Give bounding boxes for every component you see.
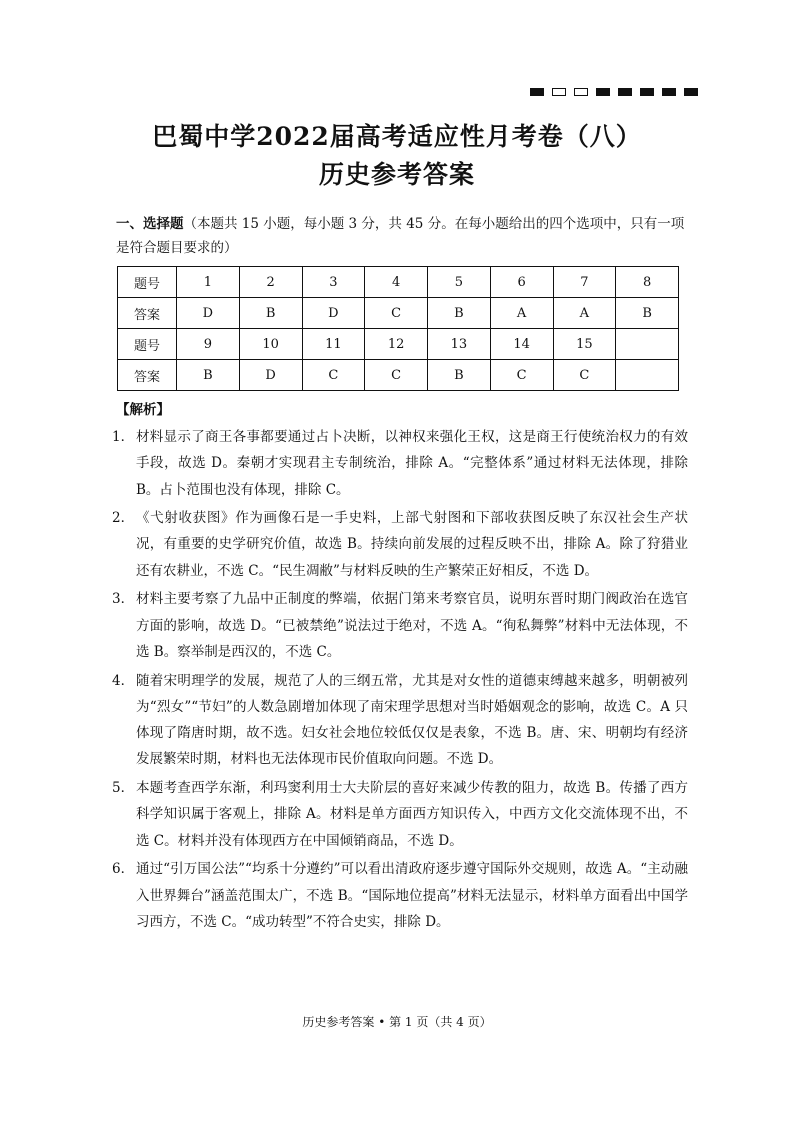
table-cell: 2	[239, 267, 302, 298]
decoration-square	[596, 88, 610, 96]
table-cell: 11	[302, 329, 365, 360]
item-number: 4．	[112, 672, 135, 689]
page-title: 巴蜀中学2022届高考适应性月考卷（八）	[152, 122, 642, 151]
table-cell: B	[428, 360, 491, 391]
list-item	[112, 505, 688, 584]
table-cell: 4	[365, 267, 428, 298]
item-number: 6．	[112, 861, 135, 878]
row-header-cell: 答案	[118, 298, 177, 329]
section-intro	[116, 212, 686, 260]
section-heading: 一、选择题	[116, 216, 184, 232]
item-text: 《弋射收获图》作为画像石是一手史料，上部弋射图和下部收获图反映了东汉社会生产状况，有重要的史学研究价值，故选 B。持续向前发展的过程反映不出，排除 A。除了狩猎业还有农耕业，不选 C。“民生凋敝”与材料反映的生产繁荣正好相反，不选 D。	[136, 510, 688, 579]
table-cell: C	[553, 360, 616, 391]
table-cell: C	[490, 360, 553, 391]
table-cell: 5	[428, 267, 491, 298]
table-cell: 8	[616, 267, 679, 298]
table-cell: 7	[553, 267, 616, 298]
decoration-square	[618, 88, 632, 96]
table-cell: 12	[365, 329, 428, 360]
table-cell: A	[553, 298, 616, 329]
table-cell: A	[490, 298, 553, 329]
decoration-square	[574, 88, 588, 96]
table-cell: D	[302, 298, 365, 329]
table-row	[118, 329, 679, 360]
item-text: 材料显示了商王各事都要通过占卜决断，以神权来强化王权，这是商王行使统治权力的有效手段，故选 D。秦朝才实现君主专制统治，排除 A。“完整体系”通过材料无法体现，排除 B。占卜范围也没有体现，排除 C。	[136, 429, 688, 498]
table-cell: 15	[553, 329, 616, 360]
table-cell: 13	[428, 329, 491, 360]
page-subtitle: 历史参考答案	[318, 160, 475, 189]
header-decoration	[530, 88, 698, 96]
table-row	[118, 360, 679, 391]
table-cell: 10	[239, 329, 302, 360]
list-item	[112, 668, 688, 773]
decoration-square	[684, 88, 698, 96]
answer-table	[117, 266, 679, 391]
table-cell: 9	[177, 329, 240, 360]
row-header-cell: 题号	[118, 267, 177, 298]
table-cell: B	[177, 360, 240, 391]
section-note: （本题共 15 小题，每小题 3 分，共 45 分。在每小题给出的四个选项中，只有一项是符合题目要求的）	[116, 216, 685, 256]
item-number: 1．	[112, 429, 135, 445]
item-number: 5．	[112, 780, 135, 797]
table-cell: C	[302, 360, 365, 391]
table-cell: B	[428, 298, 491, 329]
analysis-list	[112, 424, 688, 937]
table-cell: C	[365, 360, 428, 391]
table-cell: D	[177, 298, 240, 329]
decoration-square	[530, 88, 544, 96]
page-footer: 历史参考答案 • 第 1 页（共 4 页）	[302, 1015, 492, 1029]
list-item	[112, 424, 688, 503]
item-text: 通过“引万国公法”“均系十分遵约”可以看出清政府逐步遵守国际外交规则，故选 A。“主动融入世界舞台”涵盖范围太广，不选 B。“国际地位提高”材料无法显示，材料单方面看出中国学习西方，不选 C。“成功转型”不符合史实，排除 D。	[136, 861, 688, 930]
table-cell: C	[365, 298, 428, 329]
table-cell: 6	[490, 267, 553, 298]
list-item	[112, 856, 688, 935]
item-number: 2．	[112, 510, 135, 527]
row-header-cell: 题号	[118, 329, 177, 360]
row-header-cell: 答案	[118, 360, 177, 391]
table-row	[118, 298, 679, 329]
table-cell: B	[616, 298, 679, 329]
table-cell: 14	[490, 329, 553, 360]
analysis-heading: 【解析】	[116, 402, 170, 418]
item-number: 3．	[112, 591, 135, 608]
list-item	[112, 775, 688, 854]
item-text: 本题考查西学东渐，利玛窦利用士大夫阶层的喜好来减少传教的阻力，故选 B。传播了西方科学知识属于客观上，排除 A。材料是单方面西方知识传入，中西方文化交流体现不出，不选 C。材料并没有体现西方在中国倾销商品，不选 D。	[136, 780, 688, 849]
table-cell: D	[239, 360, 302, 391]
table-cell	[616, 329, 679, 360]
item-text: 材料主要考察了九品中正制度的弊端，依据门第来考察官员，说明东晋时期门阀政治在选官方面的影响，故选 D。“已被禁绝”说法过于绝对，不选 A。“徇私舞弊”材料中无法体现，不选 B。察举制是西汉的，不选 C。	[136, 591, 688, 660]
decoration-square	[640, 88, 654, 96]
table-cell: 3	[302, 267, 365, 298]
table-cell	[616, 360, 679, 391]
table-row	[118, 267, 679, 298]
list-item	[112, 586, 688, 665]
item-text: 随着宋明理学的发展，规范了人的三纲五常，尤其是对女性的道德束缚越来越多，明朝被列为“烈女”“节妇”的人数急剧增加体现了南宋理学思想对当时婚姻观念的影响，故选 C。A 只体现了隋唐时期，故不选。妇女社会地位较低仅仅是表象，不选 B。唐、宋、明朝均有经济发展繁荣时期，材料也无法体现市民价值取向问题。不选 D。	[136, 672, 688, 768]
table-cell: B	[239, 298, 302, 329]
decoration-square	[662, 88, 676, 96]
decoration-square	[552, 88, 566, 96]
table-cell: 1	[177, 267, 240, 298]
